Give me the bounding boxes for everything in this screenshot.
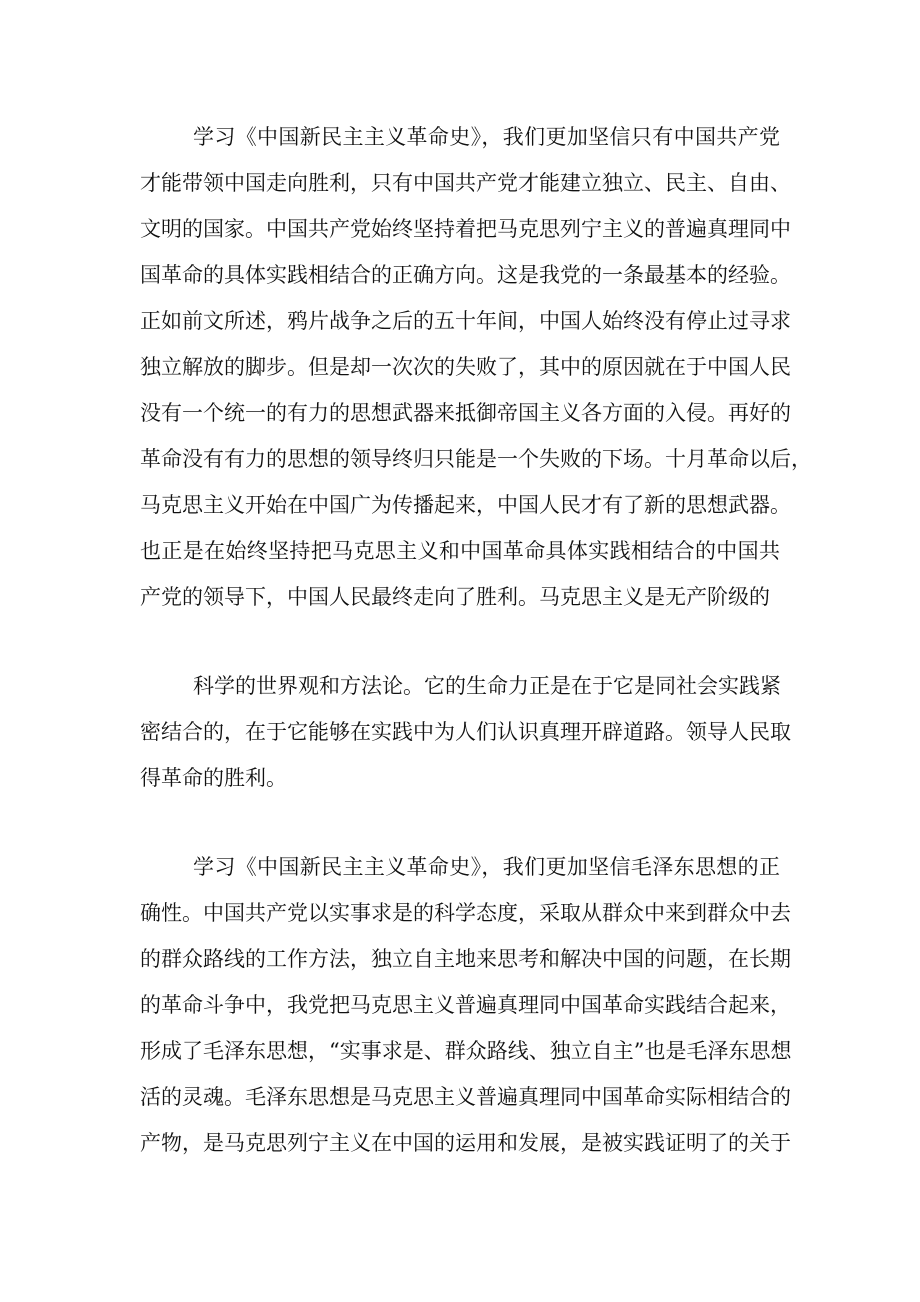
text-line: 确性。中国共产党以实事求是的科学态度，采取从群众中来到群众中去 — [140, 901, 791, 925]
text-line: 正如前文所述，鸦片战争之后的五十年间，中国人始终没有停止过寻求 — [140, 309, 791, 333]
text-line: 文明的国家。中国共产党始终坚持着把马克思列宁主义的普遍真理同中 — [140, 217, 791, 241]
text-line: 学习《中国新民主主义革命史》，我们更加坚信毛泽东思想的正 — [193, 855, 780, 879]
text-line: 马克思主义开始在中国广为传播起来，中国人民才有了新的思想武器。 — [140, 493, 791, 517]
text-line: 没有一个统一的有力的思想武器来抵御帝国主义各方面的入侵。再好的 — [140, 401, 791, 425]
text-line: 的革命斗争中，我党把马克思主义普遍真理同中国革命实践结合起来， — [140, 993, 791, 1017]
text-line: 科学的世界观和方法论。它的生命力正是在于它是同社会实践紧 — [193, 674, 781, 698]
text-line: 独立解放的脚步。但是却一次次的失败了，其中的原因就在于中国人民 — [140, 355, 791, 379]
text-line: 的群众路线的工作方法，独立自主地来思考和解决中国的问题，在长期 — [140, 947, 791, 971]
text-line: 产物，是马克思列宁主义在中国的运用和发展，是被实践证明了的关于 — [140, 1131, 791, 1155]
text-line: 得革命的胜利。 — [140, 766, 287, 790]
text-line: 也正是在始终坚持把马克思主义和中国革命具体实践相结合的中国共 — [140, 539, 780, 563]
text-line: 产党的领导下，中国人民最终走向了胜利。马克思主义是无产阶级的 — [140, 585, 770, 609]
text-line: 形成了毛泽东思想，“实事求是、群众路线、独立自主”也是毛泽东思想 — [140, 1039, 792, 1063]
text-line: 国革命的具体实践相结合的正确方向。这是我党的一条最基本的经验。 — [140, 263, 791, 287]
text-line: 活的灵魂。毛泽东思想是马克思主义普遍真理同中国革命实际相结合的 — [140, 1085, 791, 1109]
text-line: 学习《中国新民主主义革命史》，我们更加坚信只有中国共产党 — [193, 125, 780, 149]
text-line: 才能带领中国走向胜利，只有中国共产党才能建立独立、民主、自由、 — [140, 171, 791, 195]
text-line: 革命没有有力的思想的领导终归只能是一个失败的下场。十月革命以后， — [140, 447, 812, 471]
text-line: 密结合的，在于它能够在实践中为人们认识真理开辟道路。领导人民取 — [140, 720, 791, 744]
